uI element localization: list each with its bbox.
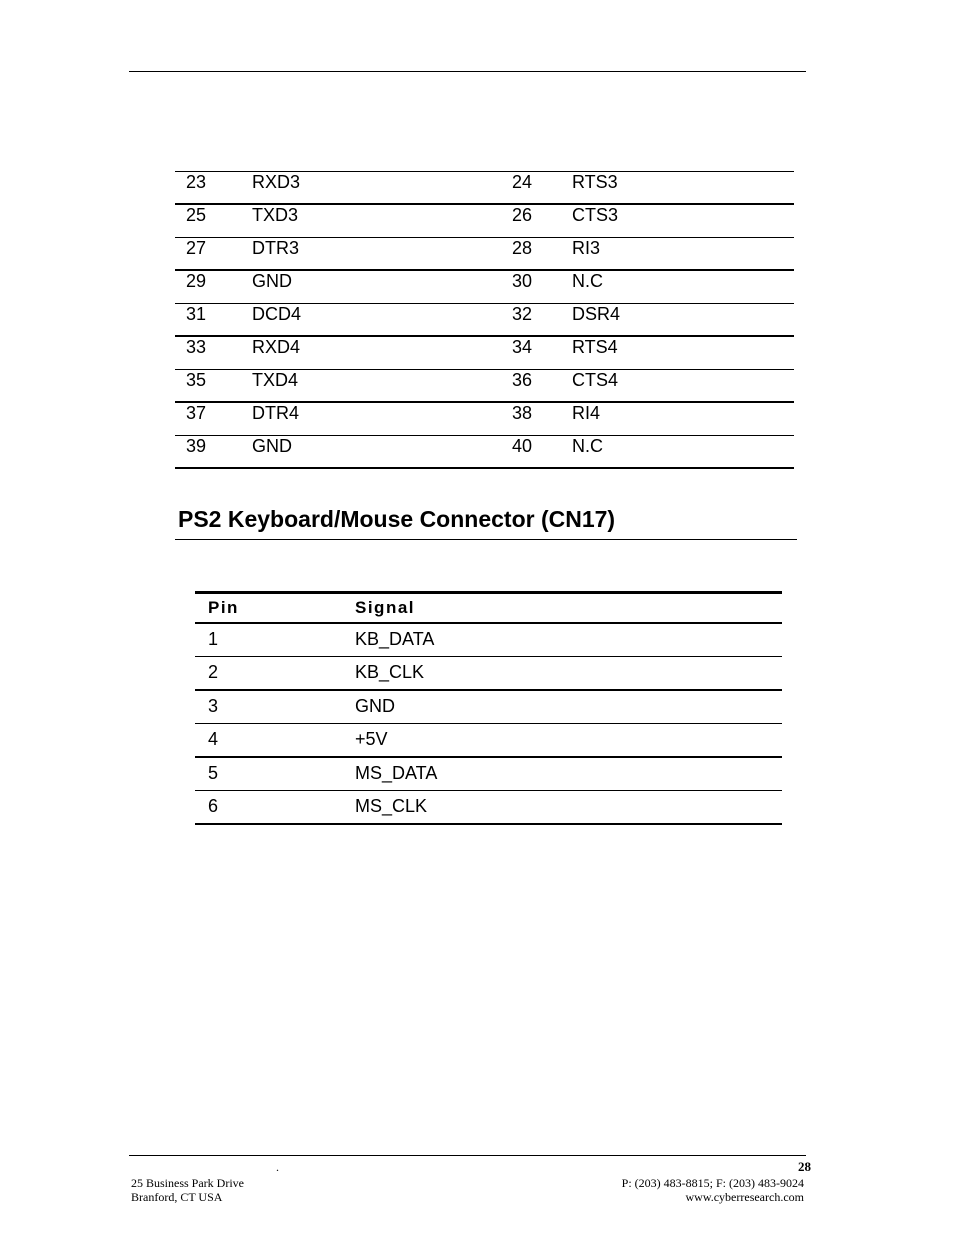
signal-name: MS_CLK	[355, 796, 428, 816]
pin-number: 39	[186, 436, 207, 456]
signal-name: GND	[252, 271, 292, 291]
pin-number: 32	[512, 304, 533, 324]
table-row	[175, 403, 794, 436]
pin-number: 29	[186, 271, 207, 291]
table-row	[175, 271, 794, 304]
signal-name: DCD4	[252, 304, 302, 324]
pin-number: 31	[186, 304, 207, 324]
signal-name: MS_DATA	[355, 763, 438, 783]
phone-fax: P: (203) 483-8815; F: (203) 483-9024	[621, 1176, 804, 1190]
address-line-1: 25 Business Park Drive	[131, 1176, 244, 1190]
pin-number: 1	[208, 629, 219, 649]
pin-number: 30	[512, 271, 533, 291]
signal-name: RTS4	[572, 337, 618, 357]
pin-number: 33	[186, 337, 207, 357]
pin-number: 28	[512, 238, 533, 258]
signal-name: RI3	[572, 238, 601, 258]
header-rule	[129, 71, 806, 72]
signal-name: DTR3	[252, 238, 300, 258]
pin-number: 3	[208, 696, 219, 716]
signal-name: KB_CLK	[355, 662, 425, 682]
table-row	[175, 370, 794, 403]
pin-number: 23	[186, 172, 207, 192]
signal-name: KB_DATA	[355, 629, 435, 649]
footer-rule	[129, 1155, 806, 1156]
pin-number: 24	[512, 172, 533, 192]
pin-number: 2	[208, 662, 219, 682]
table-row	[195, 624, 782, 657]
signal-name: TXD3	[252, 205, 299, 225]
table-header-row	[195, 594, 782, 624]
signal-name: N.C	[572, 271, 603, 291]
signal-name: DTR4	[252, 403, 300, 423]
heading-rule	[175, 539, 797, 540]
footer-dot: .	[276, 1160, 279, 1174]
table-row	[195, 758, 782, 791]
section-heading: PS2 Keyboard/Mouse Connector (CN17)	[178, 506, 616, 532]
pin-number: 26	[512, 205, 533, 225]
pin-number: 40	[512, 436, 533, 456]
signal-name: RTS3	[572, 172, 618, 192]
signal-name: GND	[252, 436, 292, 456]
pin-number: 37	[186, 403, 207, 423]
table-row	[195, 691, 782, 724]
signal-name: GND	[355, 696, 395, 716]
address-line-2: Branford, CT USA	[131, 1190, 223, 1204]
table-row	[175, 304, 794, 337]
signal-name: RXD4	[252, 337, 301, 357]
signal-name: RI4	[572, 403, 601, 423]
pin-assignment-table	[175, 171, 794, 469]
pin-number: 34	[512, 337, 533, 357]
signal-name: +5V	[355, 729, 388, 749]
table-row	[195, 657, 782, 691]
table-row	[175, 238, 794, 271]
signal-name: RXD3	[252, 172, 301, 192]
signal-name: N.C	[572, 436, 603, 456]
pin-number: 36	[512, 370, 533, 390]
table-row	[195, 791, 782, 825]
pin-number: 5	[208, 763, 219, 783]
table-row	[195, 724, 782, 758]
pin-number: 27	[186, 238, 207, 258]
column-header-signal: Signal	[355, 598, 416, 617]
signal-name: CTS4	[572, 370, 619, 390]
pin-number: 25	[186, 205, 207, 225]
signal-name: TXD4	[252, 370, 299, 390]
pin-number: 4	[208, 729, 219, 749]
table-row	[175, 436, 794, 469]
signal-name: DSR4	[572, 304, 621, 324]
table-row	[175, 205, 794, 238]
signal-name: CTS3	[572, 205, 619, 225]
website: www.cyberresearch.com	[685, 1190, 804, 1204]
pin-number: 35	[186, 370, 207, 390]
table-row	[175, 172, 794, 205]
pin-number: 6	[208, 796, 219, 816]
page-number: 28	[798, 1159, 811, 1174]
ps2-connector-table	[195, 591, 782, 825]
pin-number: 38	[512, 403, 533, 423]
table-row	[175, 337, 794, 370]
column-header-pin: Pin	[208, 598, 239, 617]
